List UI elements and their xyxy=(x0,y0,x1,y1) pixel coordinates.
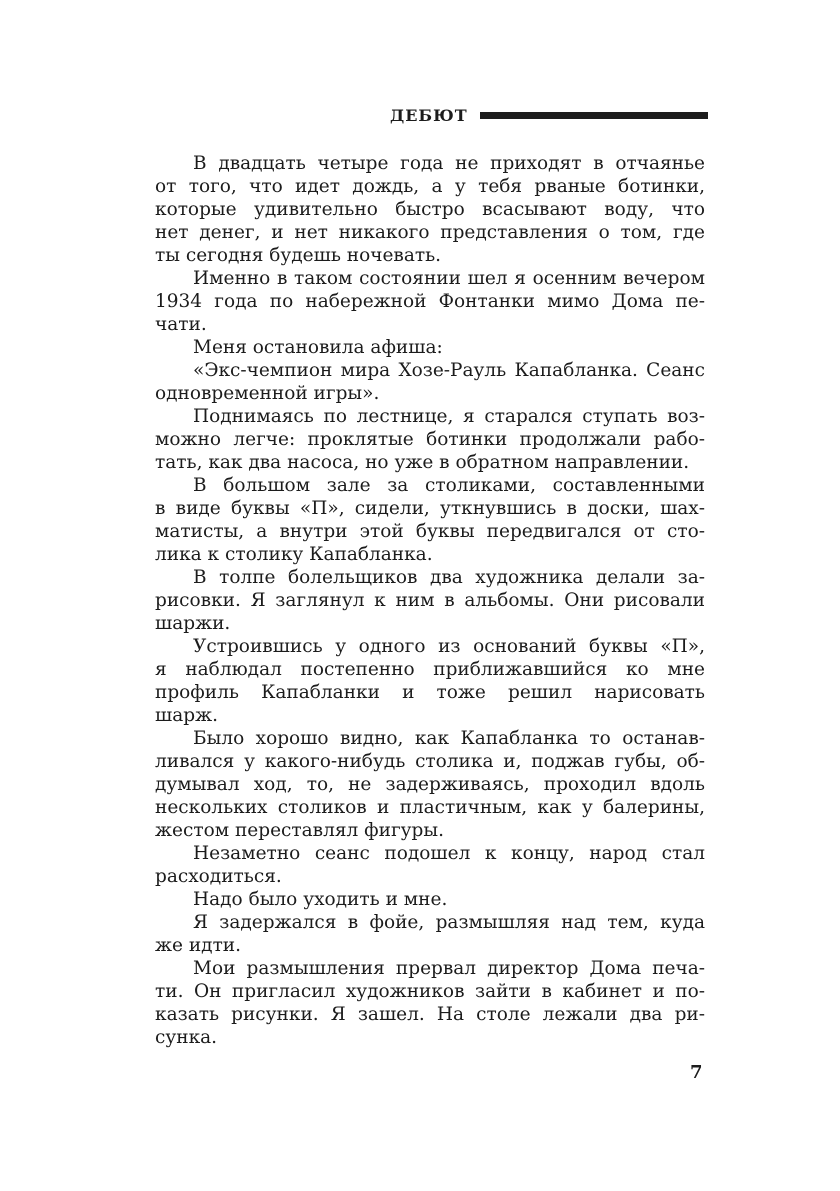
body-text xyxy=(155,152,705,1049)
text-line: В двадцать четыре года не приходят в отчаянье xyxy=(193,153,705,174)
text-line: сунка. xyxy=(155,1027,218,1048)
text-line: ти. Он пригласил художников зайти в кабинет и по- xyxy=(155,981,705,1002)
text-line: матисты, а внутри этой буквы передвигался от сто- xyxy=(155,521,705,542)
text-line: жестом переставлял фигуры. xyxy=(155,820,444,841)
text-line: В толпе болельщиков два художника делали за- xyxy=(193,567,705,588)
text-line: Поднимаясь по лестнице, я старался ступать воз- xyxy=(193,406,705,427)
text-line: ты сегодня будешь ночевать. xyxy=(155,245,442,266)
chapter-title: ДЕБЮТ xyxy=(390,106,468,125)
text-line: чати. xyxy=(155,314,207,335)
running-header xyxy=(390,106,710,128)
text-line: Надо было уходить и мне. xyxy=(193,889,448,910)
text-line: нет денег, и нет никакого представления о том, где xyxy=(155,222,705,243)
text-line: В большом зале за столиками, составленными xyxy=(193,475,705,496)
text-line: можно легче: проклятые ботинки продолжали рабо- xyxy=(155,429,705,450)
text-line: Было хорошо видно, как Капабланка то останав- xyxy=(193,728,705,749)
text-line: профиль Капабланки и тоже решил нарисовать xyxy=(155,682,705,703)
text-line: Я задержался в фойе, размышляя над тем, куда xyxy=(193,912,705,933)
text-line: расходиться. xyxy=(155,866,282,887)
text-line: казать рисунки. Я зашел. На столе лежали два ри- xyxy=(155,1004,705,1025)
text-line: одновременной игры». xyxy=(155,383,380,404)
text-line: нескольких столиков и пластичным, как у балерины, xyxy=(155,797,705,818)
text-line: в виде буквы «П», сидели, уткнувшись в доски, шах- xyxy=(155,498,705,519)
text-line: 1934 года по набережной Фонтанки мимо Дома пе- xyxy=(155,291,705,312)
text-line: ливался у какого-нибудь столика и, поджав губы, об- xyxy=(155,751,705,772)
text-line: думывал ход, то, не задерживаясь, проходил вдоль xyxy=(155,774,705,795)
text-line: от того, что идет дождь, а у тебя рваные ботинки, xyxy=(155,176,705,197)
text-line: тать, как два насоса, но уже в обратном направлении. xyxy=(155,452,690,473)
text-line: Меня остановила афиша: xyxy=(193,337,443,358)
text-line: я наблюдал постепенно приближавшийся ко мне xyxy=(155,659,705,680)
text-line: шарж. xyxy=(155,705,218,726)
text-line: которые удивительно быстро всасывают воду, что xyxy=(155,199,705,220)
text-line: Именно в таком состоянии шел я осенним вечером xyxy=(193,268,705,289)
text-line: Незаметно сеанс подошел к концу, народ стал xyxy=(193,843,705,864)
text-line: лика к столику Капабланка. xyxy=(155,544,433,565)
text-line: же идти. xyxy=(155,935,242,956)
header-rule xyxy=(480,112,708,119)
page-number: 7 xyxy=(690,1062,703,1083)
text-line: Устроившись у одного из оснований буквы «П», xyxy=(193,636,705,657)
text-line: «Экс-чемпион мира Хозе-Рауль Капабланка. Сеанс xyxy=(193,360,705,381)
text-line: Мои размышления прервал директор Дома печа- xyxy=(193,958,705,979)
text-line: шаржи. xyxy=(155,613,231,634)
text-line: рисовки. Я заглянул к ним в альбомы. Они рисовали xyxy=(155,590,705,611)
